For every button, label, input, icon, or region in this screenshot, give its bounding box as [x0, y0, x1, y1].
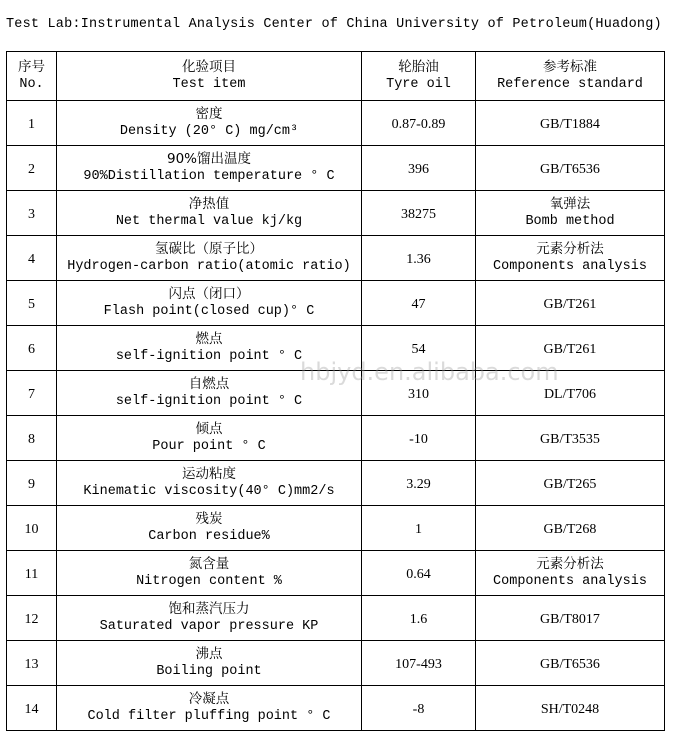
- test-item-cn: 闪点（闭口）: [168, 286, 250, 302]
- cell-test-item: [57, 416, 362, 461]
- row-number: 13: [24, 657, 39, 672]
- test-item-cn: 沸点: [195, 646, 223, 662]
- tyre-oil-value: -8: [412, 702, 425, 717]
- cell-test-item: [57, 236, 362, 281]
- cell-no: [7, 506, 57, 551]
- cell-reference-standard: [476, 101, 665, 146]
- tyre-oil-value: 396: [408, 162, 429, 177]
- standard-cn: 元素分析法: [536, 556, 604, 572]
- tyre-oil-value: 0.87-0.89: [391, 117, 446, 132]
- test-item-en: Saturated vapor pressure KP: [99, 619, 319, 634]
- row-number: 4: [28, 252, 35, 267]
- table-header-row: [7, 52, 665, 101]
- tyre-oil-value: 1: [415, 522, 422, 537]
- test-item-en: Pour point ° C: [152, 439, 266, 454]
- cell-test-item: [57, 686, 362, 731]
- row-number: 9: [28, 477, 35, 492]
- cell-reference-standard: [476, 371, 665, 416]
- cell-test-item: [57, 551, 362, 596]
- test-item-cn: 密度: [195, 106, 223, 122]
- cell-reference-standard: [476, 461, 665, 506]
- tyre-oil-value: 0.64: [406, 567, 431, 582]
- table-row: [7, 551, 665, 596]
- cell-reference-standard: [476, 236, 665, 281]
- cell-tyre-oil: [362, 326, 476, 371]
- cell-no: [7, 101, 57, 146]
- cell-reference-standard: [476, 686, 665, 731]
- standard-code: GB/T6536: [540, 657, 600, 672]
- header-no: 序号 No.: [7, 52, 57, 101]
- standard-code: GB/T3535: [540, 432, 600, 447]
- test-item-cn: 燃点: [195, 331, 223, 347]
- table-row: [7, 191, 665, 236]
- cell-no: [7, 281, 57, 326]
- cell-no: [7, 416, 57, 461]
- cell-reference-standard: [476, 281, 665, 326]
- table-row: [7, 371, 665, 416]
- cell-no: [7, 461, 57, 506]
- test-item-en: self-ignition point ° C: [115, 349, 303, 364]
- cell-reference-standard: [476, 191, 665, 236]
- standard-cn: 氧弹法: [549, 196, 591, 212]
- row-number: 10: [24, 522, 39, 537]
- tyre-oil-value: 310: [408, 387, 429, 402]
- test-item-en: self-ignition point ° C: [115, 394, 303, 409]
- cell-no: [7, 641, 57, 686]
- cell-test-item: [57, 191, 362, 236]
- cell-test-item: [57, 326, 362, 371]
- test-item-en: Kinematic viscosity(40° C)mm2/s: [83, 484, 335, 499]
- header-test-item: 化验项目 Test item: [57, 52, 362, 101]
- cell-test-item: [57, 641, 362, 686]
- tyre-oil-value: 1.6: [409, 612, 428, 627]
- table-row: [7, 281, 665, 326]
- test-item-en: Net thermal value kj/kg: [115, 214, 303, 229]
- row-number: 14: [24, 702, 39, 717]
- cell-no: [7, 686, 57, 731]
- test-item-en: Carbon residue%: [148, 529, 270, 544]
- cell-no: [7, 146, 57, 191]
- table-row: [7, 596, 665, 641]
- table-row: [7, 146, 665, 191]
- row-number: 6: [28, 342, 35, 357]
- table-row: [7, 101, 665, 146]
- cell-tyre-oil: [362, 641, 476, 686]
- tyre-oil-value: -10: [409, 432, 428, 447]
- cell-test-item: [57, 101, 362, 146]
- cell-reference-standard: [476, 326, 665, 371]
- test-item-cn: 冷凝点: [188, 691, 230, 707]
- cell-reference-standard: [476, 551, 665, 596]
- cell-test-item: [57, 146, 362, 191]
- cell-reference-standard: [476, 506, 665, 551]
- watermark: hbjyd.en.alibaba.com: [300, 358, 559, 386]
- standard-cn: 元素分析法: [536, 241, 604, 257]
- cell-tyre-oil: [362, 371, 476, 416]
- table-row: [7, 326, 665, 371]
- tyre-oil-value: 47: [411, 297, 426, 312]
- standard-code: GB/T1884: [540, 117, 600, 132]
- test-item-cn: 氮含量: [188, 556, 230, 572]
- tyre-oil-value: 54: [411, 342, 426, 357]
- standard-code: GB/T268: [543, 522, 597, 537]
- test-item-cn: 氢碳比（原子比）: [155, 241, 263, 257]
- cell-test-item: [57, 461, 362, 506]
- table-row: [7, 686, 665, 731]
- cell-tyre-oil: [362, 416, 476, 461]
- cell-tyre-oil: [362, 236, 476, 281]
- cell-tyre-oil: [362, 281, 476, 326]
- row-number: 11: [24, 567, 39, 582]
- cell-reference-standard: [476, 641, 665, 686]
- standard-code: GB/T261: [543, 342, 597, 357]
- test-item-cn: 残炭: [195, 511, 223, 527]
- test-item-en: Flash point(closed cup)° C: [103, 304, 315, 319]
- table-body: [7, 101, 665, 731]
- row-number: 7: [28, 387, 35, 402]
- cell-tyre-oil: [362, 506, 476, 551]
- table-row: [7, 641, 665, 686]
- cell-test-item: [57, 506, 362, 551]
- test-item-cn: 饱和蒸汽压力: [168, 601, 250, 617]
- cell-no: [7, 371, 57, 416]
- test-item-cn: 90%馏出温度: [166, 151, 251, 167]
- test-item-en: Boiling point: [156, 664, 262, 679]
- cell-no: [7, 596, 57, 641]
- table-row: [7, 506, 665, 551]
- standard-code: GB/T265: [543, 477, 597, 492]
- cell-tyre-oil: [362, 101, 476, 146]
- test-item-en: 90%Distillation temperature ° C: [83, 169, 335, 184]
- table-row: [7, 416, 665, 461]
- cell-tyre-oil: [362, 191, 476, 236]
- standard-en: Components analysis: [493, 259, 647, 274]
- cell-no: [7, 551, 57, 596]
- row-number: 2: [28, 162, 35, 177]
- row-number: 3: [28, 207, 35, 222]
- cell-test-item: [57, 281, 362, 326]
- cell-tyre-oil: [362, 551, 476, 596]
- cell-reference-standard: [476, 596, 665, 641]
- standard-en: Bomb method: [525, 214, 615, 229]
- table-row: [7, 236, 665, 281]
- header-reference-standard: 参考标准 Reference standard: [476, 52, 665, 101]
- cell-no: [7, 191, 57, 236]
- test-results-table: [6, 51, 665, 731]
- cell-tyre-oil: [362, 686, 476, 731]
- table-row: [7, 461, 665, 506]
- tyre-oil-value: 38275: [401, 207, 436, 222]
- test-item-cn: 净热值: [188, 196, 230, 212]
- cell-tyre-oil: [362, 146, 476, 191]
- standard-code: GB/T6536: [540, 162, 600, 177]
- standard-en: Components analysis: [493, 574, 647, 589]
- test-item-cn: 自燃点: [188, 376, 230, 392]
- cell-reference-standard: [476, 146, 665, 191]
- cell-test-item: [57, 371, 362, 416]
- tyre-oil-value: 107-493: [395, 657, 442, 672]
- header-tyre-oil: 轮胎油 Tyre oil: [362, 52, 476, 101]
- cell-no: [7, 326, 57, 371]
- test-item-cn: 倾点: [195, 421, 223, 437]
- row-number: 1: [28, 117, 35, 132]
- cell-no: [7, 236, 57, 281]
- test-item-en: Density (20° C) mg/cm³: [119, 124, 299, 139]
- standard-code: GB/T8017: [540, 612, 600, 627]
- tyre-oil-value: 3.29: [406, 477, 431, 492]
- standard-code: DL/T706: [543, 387, 597, 402]
- test-item-cn: 运动粘度: [182, 466, 236, 482]
- standard-code: SH/T0248: [540, 702, 600, 717]
- standard-code: GB/T261: [543, 297, 597, 312]
- row-number: 5: [28, 297, 35, 312]
- test-item-en: Nitrogen content %: [136, 574, 282, 589]
- page-title: Test Lab:Instrumental Analysis Center of China University of Petroleum(Huadong): [6, 17, 662, 32]
- row-number: 12: [24, 612, 39, 627]
- test-item-en: Cold filter pluffing point ° C: [87, 709, 331, 724]
- cell-tyre-oil: [362, 596, 476, 641]
- cell-reference-standard: [476, 416, 665, 461]
- row-number: 8: [28, 432, 35, 447]
- cell-tyre-oil: [362, 461, 476, 506]
- test-item-en: Hydrogen-carbon ratio(atomic ratio): [67, 259, 351, 274]
- tyre-oil-value: 1.36: [406, 252, 431, 267]
- cell-test-item: [57, 596, 362, 641]
